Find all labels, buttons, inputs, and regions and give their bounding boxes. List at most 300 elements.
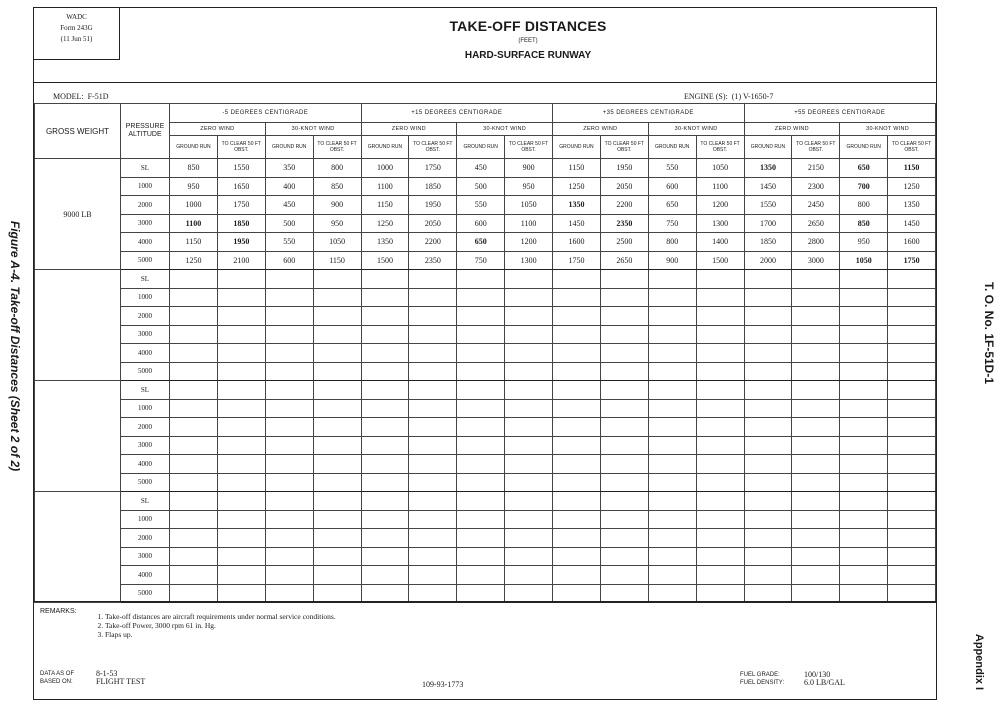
table-row [35, 399, 936, 418]
distance-cell [409, 529, 457, 548]
distance-cell: 1150 [361, 196, 409, 215]
distance-cell: 2100 [217, 251, 265, 270]
column-header: GROUND RUN [840, 136, 888, 159]
distance-cell [217, 418, 265, 437]
temperature-header: +35 DEGREES CENTIGRADE [553, 104, 745, 123]
model-value: F-51D [87, 92, 109, 101]
wind-header: ZERO WIND [744, 123, 840, 136]
distance-cell [217, 566, 265, 585]
distance-cell: 1250 [361, 214, 409, 233]
distance-cell [648, 492, 696, 511]
distance-cell [457, 492, 505, 511]
distance-cell [409, 455, 457, 474]
distance-cell [409, 547, 457, 566]
distance-cell [792, 436, 840, 455]
distance-cell [553, 584, 601, 603]
distance-cell [313, 362, 361, 381]
distance-cell: 1500 [696, 251, 744, 270]
distance-cell [553, 510, 601, 529]
fuel-density-value: 6.0 LB/GAL [804, 678, 845, 687]
altitude-cell: 3000 [121, 325, 170, 344]
distance-cell: 1750 [553, 251, 601, 270]
remark-item: 2. Take-off Power, 3000 rpm 61 in. Hg. [105, 621, 336, 630]
distance-cell: 1150 [170, 233, 218, 252]
distance-cell [696, 381, 744, 400]
table-row [35, 547, 936, 566]
distance-cell [600, 436, 648, 455]
wind-header: 30-KNOT WIND [457, 123, 553, 136]
altitude-cell: 2000 [121, 418, 170, 437]
distance-cell: 2000 [744, 251, 792, 270]
distance-cell [792, 566, 840, 585]
distance-cell [888, 529, 936, 548]
distance-cell [313, 492, 361, 511]
distance-cell [792, 473, 840, 492]
document-number: 109-93-1773 [422, 680, 464, 689]
distance-cell [409, 510, 457, 529]
distance-cell [361, 566, 409, 585]
distance-cell [265, 436, 313, 455]
distance-cell [170, 381, 218, 400]
column-header: GROUND RUN [361, 136, 409, 159]
distance-cell [217, 473, 265, 492]
distance-cell [170, 436, 218, 455]
table-row [35, 159, 936, 178]
remarks-label: REMARKS: [40, 608, 77, 615]
distance-cell [553, 362, 601, 381]
distance-cell [217, 492, 265, 511]
distance-cell [744, 492, 792, 511]
table-row [35, 473, 936, 492]
distance-cell: 900 [505, 159, 553, 178]
distance-cell [265, 307, 313, 326]
distance-cell [217, 381, 265, 400]
distance-cell: 600 [265, 251, 313, 270]
distance-cell: 1050 [840, 251, 888, 270]
distance-cell: 1450 [888, 214, 936, 233]
takeoff-table [34, 103, 936, 603]
distance-cell [744, 418, 792, 437]
distance-cell: 2200 [409, 233, 457, 252]
distance-cell [840, 399, 888, 418]
distance-cell [170, 307, 218, 326]
distance-cell [648, 566, 696, 585]
distance-cell: 2450 [792, 196, 840, 215]
altitude-cell: 5000 [121, 362, 170, 381]
distance-cell [600, 492, 648, 511]
distance-cell: 1250 [553, 177, 601, 196]
model-label: MODEL: [53, 92, 84, 101]
distance-cell: 1350 [553, 196, 601, 215]
distance-cell: 750 [457, 251, 505, 270]
distance-cell [792, 288, 840, 307]
distance-cell [170, 510, 218, 529]
distance-cell [888, 547, 936, 566]
distance-cell [505, 344, 553, 363]
table-row [35, 362, 936, 381]
distance-cell [457, 325, 505, 344]
distance-cell [361, 547, 409, 566]
distance-cell: 1950 [409, 196, 457, 215]
distance-cell [553, 288, 601, 307]
distance-cell [744, 270, 792, 289]
distance-cell: 1200 [696, 196, 744, 215]
distance-cell [505, 325, 553, 344]
distance-cell: 2800 [792, 233, 840, 252]
distance-cell [265, 547, 313, 566]
distance-cell [553, 547, 601, 566]
altitude-cell: 3000 [121, 214, 170, 233]
distance-cell [265, 381, 313, 400]
distance-cell: 450 [457, 159, 505, 178]
table-row [35, 177, 936, 196]
distance-cell [217, 547, 265, 566]
distance-cell [217, 325, 265, 344]
distance-cell [457, 529, 505, 548]
distance-cell [457, 455, 505, 474]
distance-cell [744, 381, 792, 400]
distance-cell [553, 381, 601, 400]
distance-cell [744, 288, 792, 307]
distance-cell [505, 307, 553, 326]
distance-cell [409, 584, 457, 603]
table-row [35, 288, 936, 307]
distance-cell [313, 418, 361, 437]
distance-cell: 1050 [313, 233, 361, 252]
distance-cell [361, 288, 409, 307]
distance-cell [792, 344, 840, 363]
distance-cell [792, 399, 840, 418]
distance-cell [170, 547, 218, 566]
altitude-cell: SL [121, 159, 170, 178]
distance-cell: 3000 [792, 251, 840, 270]
distance-cell [744, 399, 792, 418]
distance-cell [361, 307, 409, 326]
distance-cell [313, 344, 361, 363]
distance-cell [696, 288, 744, 307]
distance-cell: 950 [313, 214, 361, 233]
distance-cell: 550 [457, 196, 505, 215]
engine-field [684, 92, 773, 101]
distance-cell [457, 362, 505, 381]
distance-cell [648, 270, 696, 289]
gross-weight-header: GROSS WEIGHT [35, 104, 121, 159]
distance-cell: 850 [170, 159, 218, 178]
distance-cell: 1850 [409, 177, 457, 196]
column-header: GROUND RUN [265, 136, 313, 159]
distance-cell [505, 510, 553, 529]
distance-cell [600, 510, 648, 529]
distance-cell [696, 270, 744, 289]
distance-cell: 2150 [792, 159, 840, 178]
distance-cell [600, 362, 648, 381]
distance-cell [265, 455, 313, 474]
distance-cell [744, 510, 792, 529]
distance-cell: 1100 [505, 214, 553, 233]
data-labels [40, 670, 74, 686]
distance-cell: 550 [265, 233, 313, 252]
altitude-cell: 1000 [121, 177, 170, 196]
distance-cell: 800 [648, 233, 696, 252]
distance-cell: 900 [648, 251, 696, 270]
wind-header: ZERO WIND [170, 123, 266, 136]
distance-cell [217, 288, 265, 307]
data-values [96, 670, 145, 686]
table-row [35, 455, 936, 474]
distance-cell [744, 325, 792, 344]
distance-cell [170, 288, 218, 307]
distance-cell [648, 547, 696, 566]
distance-cell [648, 344, 696, 363]
altitude-cell: 1000 [121, 510, 170, 529]
distance-cell [217, 510, 265, 529]
distance-cell [696, 547, 744, 566]
distance-cell [792, 362, 840, 381]
distance-cell [648, 529, 696, 548]
distance-cell: 1300 [696, 214, 744, 233]
distance-cell [696, 325, 744, 344]
distance-cell: 500 [265, 214, 313, 233]
distance-cell: 850 [840, 214, 888, 233]
distance-cell: 550 [648, 159, 696, 178]
distance-cell [648, 307, 696, 326]
distance-cell: 450 [265, 196, 313, 215]
table-row [35, 196, 936, 215]
column-header: TO CLEAR 50 FT OBST. [217, 136, 265, 159]
distance-cell: 850 [313, 177, 361, 196]
distance-cell [696, 418, 744, 437]
distance-cell [170, 492, 218, 511]
distance-cell [409, 492, 457, 511]
distance-cell [696, 436, 744, 455]
distance-cell [409, 307, 457, 326]
table-row [35, 344, 936, 363]
distance-cell [409, 381, 457, 400]
distance-cell [840, 510, 888, 529]
temperature-header: +15 DEGREES CENTIGRADE [361, 104, 553, 123]
distance-cell [888, 418, 936, 437]
wind-header: ZERO WIND [553, 123, 649, 136]
altitude-cell: SL [121, 270, 170, 289]
distance-cell: 2050 [409, 214, 457, 233]
distance-cell [457, 270, 505, 289]
distance-cell [600, 418, 648, 437]
distance-cell [792, 418, 840, 437]
distance-cell [361, 362, 409, 381]
column-header: TO CLEAR 50 FT OBST. [792, 136, 840, 159]
distance-cell [505, 362, 553, 381]
distance-cell: 1750 [217, 196, 265, 215]
distance-cell [600, 381, 648, 400]
distance-cell [553, 270, 601, 289]
distance-cell [361, 381, 409, 400]
distance-cell [505, 288, 553, 307]
distance-cell [648, 418, 696, 437]
distance-cell: 950 [170, 177, 218, 196]
distance-cell [888, 436, 936, 455]
distance-cell [840, 566, 888, 585]
distance-cell [265, 566, 313, 585]
distance-cell: 500 [457, 177, 505, 196]
distance-cell [553, 307, 601, 326]
column-header: TO CLEAR 50 FT OBST. [505, 136, 553, 159]
distance-cell [170, 473, 218, 492]
distance-cell: 1000 [170, 196, 218, 215]
title-runway: HARD-SURFACE RUNWAY [464, 50, 592, 61]
distance-cell [170, 399, 218, 418]
distance-cell [505, 436, 553, 455]
distance-cell [744, 362, 792, 381]
distance-cell [361, 436, 409, 455]
distance-cell [648, 362, 696, 381]
distance-cell [840, 547, 888, 566]
distance-cell [457, 566, 505, 585]
page-title: TAKE-OFF DISTANCES [449, 18, 607, 34]
distance-cell [792, 584, 840, 603]
distance-cell: 1950 [600, 159, 648, 178]
distance-cell [648, 399, 696, 418]
distance-cell [888, 307, 936, 326]
distance-cell [457, 418, 505, 437]
column-header: TO CLEAR 50 FT OBST. [696, 136, 744, 159]
distance-cell [505, 492, 553, 511]
table-row [35, 566, 936, 585]
distance-cell [409, 362, 457, 381]
distance-cell [840, 381, 888, 400]
distance-cell [409, 270, 457, 289]
remarks-list [91, 612, 336, 639]
distance-cell [409, 344, 457, 363]
distance-cell: 1450 [744, 177, 792, 196]
distance-cell [361, 399, 409, 418]
distance-cell [888, 584, 936, 603]
table-row [35, 418, 936, 437]
distance-cell [744, 455, 792, 474]
table-row [35, 584, 936, 603]
distance-cell: 950 [840, 233, 888, 252]
title-block [120, 8, 936, 82]
distance-cell [840, 492, 888, 511]
gross-weight-cell [35, 270, 121, 381]
distance-cell: 1600 [553, 233, 601, 252]
distance-cell: 2300 [792, 177, 840, 196]
distance-cell [696, 473, 744, 492]
distance-cell [600, 529, 648, 548]
distance-cell [744, 344, 792, 363]
fuel-grade-value: 100/130 [804, 670, 831, 679]
distance-cell [600, 399, 648, 418]
distance-cell [696, 362, 744, 381]
table-row [35, 529, 936, 548]
distance-cell [600, 344, 648, 363]
distance-cell [792, 529, 840, 548]
distance-cell: 1050 [505, 196, 553, 215]
distance-cell [648, 325, 696, 344]
distance-cell [744, 584, 792, 603]
distance-cell [696, 529, 744, 548]
distance-cell [696, 399, 744, 418]
altitude-cell: 5000 [121, 473, 170, 492]
distance-cell [792, 381, 840, 400]
distance-cell [840, 473, 888, 492]
distance-cell [265, 325, 313, 344]
distance-cell [648, 381, 696, 400]
distance-cell [457, 344, 505, 363]
distance-cell [696, 510, 744, 529]
distance-cell [505, 270, 553, 289]
distance-cell [505, 418, 553, 437]
distance-cell [457, 307, 505, 326]
table-row [35, 436, 936, 455]
distance-cell [792, 547, 840, 566]
distance-cell [265, 270, 313, 289]
distance-cell: 1500 [361, 251, 409, 270]
distance-cell [313, 529, 361, 548]
distance-cell [313, 399, 361, 418]
remark-item: 1. Take-off distances are aircraft requirements under normal service conditions. [105, 612, 336, 621]
distance-cell [457, 288, 505, 307]
form-org: WADC [66, 13, 87, 21]
distance-cell: 1700 [744, 214, 792, 233]
distance-cell: 750 [648, 214, 696, 233]
distance-cell [457, 584, 505, 603]
column-header: TO CLEAR 50 FT OBST. [313, 136, 361, 159]
distance-cell [313, 455, 361, 474]
distance-cell: 1450 [553, 214, 601, 233]
distance-cell [361, 325, 409, 344]
distance-cell [600, 566, 648, 585]
altitude-cell: 3000 [121, 436, 170, 455]
distance-cell: 700 [840, 177, 888, 196]
distance-cell [217, 455, 265, 474]
distance-cell [361, 529, 409, 548]
distance-cell [888, 473, 936, 492]
distance-cell [600, 473, 648, 492]
distance-cell [696, 455, 744, 474]
distance-cell [265, 529, 313, 548]
altitude-cell: 2000 [121, 196, 170, 215]
distance-cell [840, 455, 888, 474]
distance-cell [505, 381, 553, 400]
distance-cell [505, 584, 553, 603]
distance-cell: 1350 [888, 196, 936, 215]
distance-cell: 2350 [600, 214, 648, 233]
distance-cell [361, 473, 409, 492]
distance-cell [457, 399, 505, 418]
distance-cell: 600 [648, 177, 696, 196]
distance-cell [744, 529, 792, 548]
distance-cell [696, 344, 744, 363]
distance-cell [265, 362, 313, 381]
distance-cell [409, 566, 457, 585]
column-header: GROUND RUN [457, 136, 505, 159]
form-date: (11 Jun 51) [60, 35, 93, 43]
temperature-header: +55 DEGREES CENTIGRADE [744, 104, 936, 123]
distance-cell [792, 325, 840, 344]
distance-cell: 2050 [600, 177, 648, 196]
distance-cell: 800 [313, 159, 361, 178]
column-header: TO CLEAR 50 FT OBST. [409, 136, 457, 159]
distance-cell [217, 399, 265, 418]
distance-cell [600, 288, 648, 307]
technical-order-number: T. O. No. 1F-51D-1 [982, 281, 996, 385]
altitude-cell: 5000 [121, 584, 170, 603]
distance-cell [361, 418, 409, 437]
title-unit: (FEET) [518, 38, 538, 44]
gross-weight-cell [35, 492, 121, 603]
distance-cell [457, 436, 505, 455]
distance-cell [888, 325, 936, 344]
